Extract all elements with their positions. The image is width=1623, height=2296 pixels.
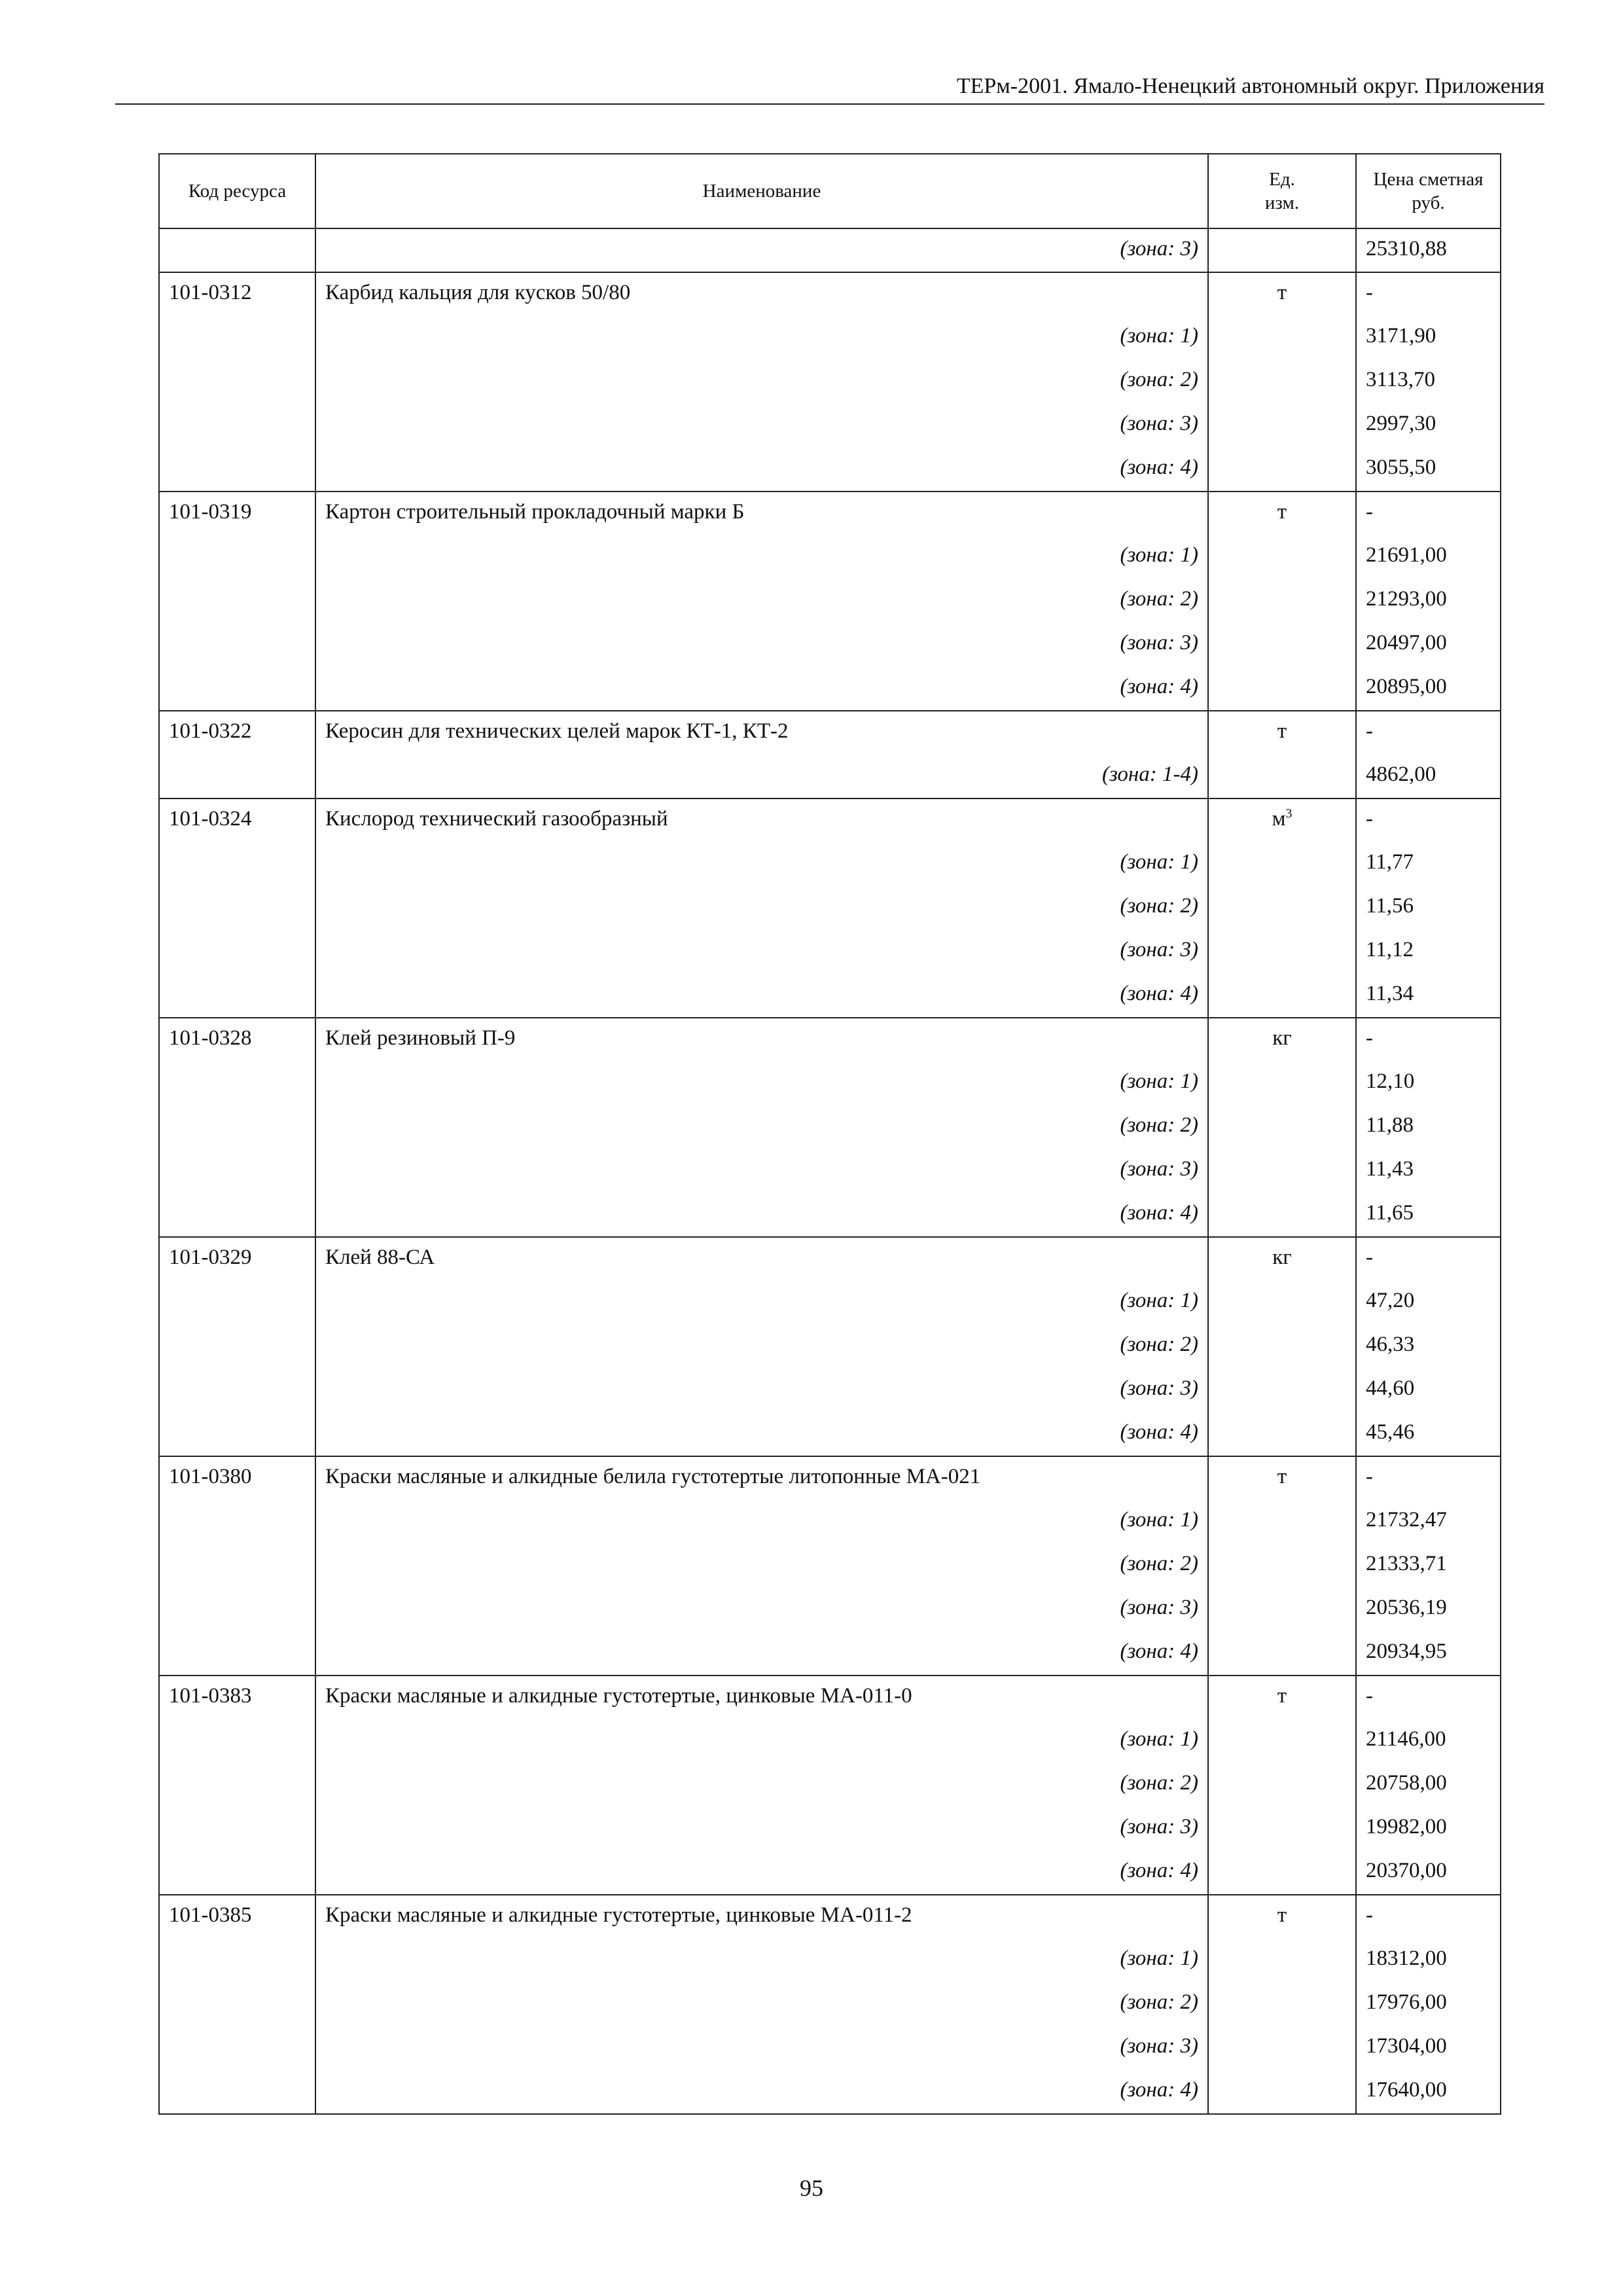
- zone-price: 11,77: [1356, 842, 1501, 886]
- zone-row: [159, 1500, 1501, 1544]
- table-body: [159, 228, 1501, 2114]
- zone-label: (зона: 1): [315, 842, 1208, 886]
- column-header-price-line1: Цена сметная: [1373, 169, 1484, 190]
- zone-label: (зона: 4): [315, 667, 1208, 711]
- unit-cell: [1208, 1149, 1356, 1193]
- unit-label: т: [1277, 719, 1287, 743]
- resource-unit: [1208, 492, 1356, 535]
- resource-row: [159, 798, 1501, 842]
- resource-code-cell: [159, 1062, 315, 1105]
- unit-cell: [1208, 1632, 1356, 1676]
- zone-label: (зона: 4): [315, 1412, 1208, 1456]
- zone-row: [159, 886, 1501, 930]
- resource-code-cell: [159, 667, 315, 711]
- resource-code-cell: [159, 1544, 315, 1588]
- resource-code-cell: [159, 1500, 315, 1544]
- unit-label: т: [1277, 1465, 1287, 1488]
- base-price: -: [1356, 798, 1501, 842]
- resource-code: 101-0329: [159, 1237, 315, 1281]
- resource-code-cell: [159, 535, 315, 579]
- zone-row: [159, 1281, 1501, 1325]
- unit-cell: [1208, 228, 1356, 272]
- resource-code-cell: [159, 1325, 315, 1369]
- resource-code-cell: [159, 1193, 315, 1237]
- resource-code: 101-0312: [159, 272, 315, 316]
- resource-code-cell: [159, 930, 315, 974]
- resource-unit: [1208, 1676, 1356, 1719]
- resource-unit: [1208, 798, 1356, 842]
- unit-cell: [1208, 667, 1356, 711]
- resource-code-cell: [159, 755, 315, 798]
- continued-zone-row: [159, 228, 1501, 272]
- zone-label: (зона: 2): [315, 1982, 1208, 2026]
- zone-label: (зона: 3): [315, 1369, 1208, 1412]
- resource-code-cell: [159, 1939, 315, 1982]
- base-price: -: [1356, 1676, 1501, 1719]
- zone-label: (зона: 3): [315, 623, 1208, 667]
- zone-row: [159, 842, 1501, 886]
- unit-label: т: [1277, 1684, 1287, 1708]
- zone-label: (зона: 1): [315, 1500, 1208, 1544]
- resource-name: Краски масляные и алкидные густотертые, цинковые МА-011-0: [315, 1676, 1208, 1719]
- column-header-name: Наименование: [315, 154, 1208, 228]
- zone-row: [159, 755, 1501, 798]
- resource-code-cell: [159, 842, 315, 886]
- zone-label: (зона: 4): [315, 974, 1208, 1018]
- table-header: [159, 154, 1501, 228]
- resource-code: 101-0324: [159, 798, 315, 842]
- unit-cell: [1208, 930, 1356, 974]
- resource-code-cell: [159, 1719, 315, 1763]
- zone-row: [159, 535, 1501, 579]
- zone-price: 21691,00: [1356, 535, 1501, 579]
- zone-label: (зона: 4): [315, 1632, 1208, 1676]
- zone-price: 45,46: [1356, 1412, 1501, 1456]
- unit-cell: [1208, 1763, 1356, 1807]
- resource-code: 101-0322: [159, 711, 315, 755]
- zone-row: [159, 930, 1501, 974]
- base-price: -: [1356, 1456, 1501, 1500]
- zone-price: 47,20: [1356, 1281, 1501, 1325]
- zone-row: [159, 1719, 1501, 1763]
- zone-price: 11,56: [1356, 886, 1501, 930]
- header-rule: [115, 103, 1544, 105]
- unit-cell: [1208, 316, 1356, 360]
- resource-name: Кислород технический газообразный: [315, 798, 1208, 842]
- zone-label: (зона: 1): [315, 1281, 1208, 1325]
- unit-label: м: [1272, 807, 1286, 831]
- column-header-unit-line1: Ед.: [1269, 169, 1295, 190]
- unit-cell: [1208, 1807, 1356, 1851]
- resource-code-cell: [159, 228, 315, 272]
- unit-cell: [1208, 404, 1356, 448]
- resource-code-cell: [159, 1763, 315, 1807]
- zone-price: 3113,70: [1356, 360, 1501, 404]
- column-header-unit: [1208, 154, 1356, 228]
- resource-code-cell: [159, 1149, 315, 1193]
- zone-row: [159, 316, 1501, 360]
- zone-price: 19982,00: [1356, 1807, 1501, 1851]
- unit-label: т: [1277, 500, 1287, 524]
- resource-code-cell: [159, 1281, 315, 1325]
- resource-row: [159, 1018, 1501, 1062]
- zone-label: (зона: 3): [315, 2026, 1208, 2070]
- zone-label: (зона: 1): [315, 1062, 1208, 1105]
- zone-row: [159, 579, 1501, 623]
- zone-label: (зона: 2): [315, 1325, 1208, 1369]
- page-number: 95: [800, 2175, 823, 2201]
- zone-label: (зона: 3): [315, 228, 1208, 272]
- resource-name: Краски масляные и алкидные густотертые, цинковые МА-011-2: [315, 1895, 1208, 1939]
- unit-cell: [1208, 1062, 1356, 1105]
- zone-row: [159, 1982, 1501, 2026]
- unit-cell: [1208, 579, 1356, 623]
- resource-code-cell: [159, 360, 315, 404]
- zone-row: [159, 1763, 1501, 1807]
- zone-price: 20497,00: [1356, 623, 1501, 667]
- resource-code-cell: [159, 1105, 315, 1149]
- resource-code-cell: [159, 579, 315, 623]
- resource-code-cell: [159, 1588, 315, 1632]
- zone-price: 3055,50: [1356, 448, 1501, 492]
- unit-label: кг: [1272, 1026, 1292, 1050]
- column-header-code: Код ресурса: [159, 154, 315, 228]
- running-header: ТЕРм-2001. Ямало-Ненецкий автономный округ. Приложения: [956, 74, 1544, 98]
- zone-price: 17304,00: [1356, 2026, 1501, 2070]
- unit-cell: [1208, 1193, 1356, 1237]
- zone-price: 21333,71: [1356, 1544, 1501, 1588]
- zone-label: (зона: 4): [315, 2070, 1208, 2114]
- zone-label: (зона: 2): [315, 886, 1208, 930]
- resource-code-cell: [159, 2026, 315, 2070]
- base-price: -: [1356, 1018, 1501, 1062]
- resource-name: Карбид кальция для кусков 50/80: [315, 272, 1208, 316]
- zone-label: (зона: 1-4): [315, 755, 1208, 798]
- resource-code-cell: [159, 1807, 315, 1851]
- zone-row: [159, 1412, 1501, 1456]
- resource-code: 101-0385: [159, 1895, 315, 1939]
- zone-price: 21293,00: [1356, 579, 1501, 623]
- zone-label: (зона: 1): [315, 535, 1208, 579]
- zone-label: (зона: 2): [315, 1105, 1208, 1149]
- resource-code-cell: [159, 1851, 315, 1895]
- column-header-price-line2: руб.: [1412, 192, 1445, 213]
- resource-code-cell: [159, 404, 315, 448]
- unit-label: т: [1277, 1903, 1287, 1927]
- zone-price: 21146,00: [1356, 1719, 1501, 1763]
- base-price: -: [1356, 711, 1501, 755]
- zone-row: [159, 448, 1501, 492]
- unit-cell: [1208, 2026, 1356, 2070]
- zone-row: [159, 1193, 1501, 1237]
- unit-cell: [1208, 1369, 1356, 1412]
- zone-price: 17640,00: [1356, 2070, 1501, 2114]
- zone-row: [159, 1632, 1501, 1676]
- unit-cell: [1208, 1719, 1356, 1763]
- resource-unit: [1208, 272, 1356, 316]
- zone-label: (зона: 4): [315, 448, 1208, 492]
- zone-price: 20758,00: [1356, 1763, 1501, 1807]
- base-price: -: [1356, 492, 1501, 535]
- zone-price: 20536,19: [1356, 1588, 1501, 1632]
- resource-code-cell: [159, 316, 315, 360]
- resource-code-cell: [159, 1369, 315, 1412]
- unit-cell: [1208, 623, 1356, 667]
- resource-name: Картон строительный прокладочный марки Б: [315, 492, 1208, 535]
- zone-price: 2997,30: [1356, 404, 1501, 448]
- resource-unit: [1208, 1018, 1356, 1062]
- zone-row: [159, 2070, 1501, 2114]
- zone-row: [159, 1544, 1501, 1588]
- resource-row: [159, 1676, 1501, 1719]
- unit-cell: [1208, 535, 1356, 579]
- resource-name: Краски масляные и алкидные белила густотертые литопонные МА-021: [315, 1456, 1208, 1500]
- zone-label: (зона: 2): [315, 1544, 1208, 1588]
- zone-price: 11,88: [1356, 1105, 1501, 1149]
- zone-row: [159, 360, 1501, 404]
- unit-label: т: [1277, 281, 1287, 304]
- zone-price: 11,65: [1356, 1193, 1501, 1237]
- unit-cell: [1208, 1325, 1356, 1369]
- zone-label: (зона: 1): [315, 1939, 1208, 1982]
- column-header-price: [1356, 154, 1501, 228]
- unit-cell: [1208, 360, 1356, 404]
- resource-code: 101-0380: [159, 1456, 315, 1500]
- resource-row: [159, 1456, 1501, 1500]
- zone-label: (зона: 3): [315, 1149, 1208, 1193]
- zone-price: 25310,88: [1356, 228, 1501, 272]
- unit-cell: [1208, 1982, 1356, 2026]
- zone-row: [159, 1807, 1501, 1851]
- zone-price: 20934,95: [1356, 1632, 1501, 1676]
- zone-label: (зона: 1): [315, 1719, 1208, 1763]
- resource-row: [159, 272, 1501, 316]
- unit-cell: [1208, 2070, 1356, 2114]
- zone-price: 17976,00: [1356, 1982, 1501, 2026]
- unit-cell: [1208, 886, 1356, 930]
- zone-price: 20370,00: [1356, 1851, 1501, 1895]
- resource-code-cell: [159, 1412, 315, 1456]
- unit-label: кг: [1272, 1246, 1292, 1269]
- zone-row: [159, 1325, 1501, 1369]
- resource-code: 101-0319: [159, 492, 315, 535]
- resource-code-cell: [159, 448, 315, 492]
- resource-name: Керосин для технических целей марок КТ-1, КТ-2: [315, 711, 1208, 755]
- base-price: -: [1356, 1237, 1501, 1281]
- unit-cell: [1208, 1412, 1356, 1456]
- resource-code-cell: [159, 623, 315, 667]
- zone-label: (зона: 3): [315, 404, 1208, 448]
- resource-code-cell: [159, 1982, 315, 2026]
- zone-row: [159, 1588, 1501, 1632]
- zone-price: 11,43: [1356, 1149, 1501, 1193]
- zone-price: 11,12: [1356, 930, 1501, 974]
- unit-cell: [1208, 755, 1356, 798]
- zone-label: (зона: 1): [315, 316, 1208, 360]
- zone-row: [159, 1939, 1501, 1982]
- resource-unit: [1208, 1456, 1356, 1500]
- zone-label: (зона: 4): [315, 1193, 1208, 1237]
- unit-cell: [1208, 1500, 1356, 1544]
- zone-row: [159, 623, 1501, 667]
- zone-row: [159, 404, 1501, 448]
- resource-code: 101-0328: [159, 1018, 315, 1062]
- resource-row: [159, 1895, 1501, 1939]
- zone-price: 4862,00: [1356, 755, 1501, 798]
- zone-row: [159, 1105, 1501, 1149]
- resource-code-cell: [159, 2070, 315, 2114]
- resource-row: [159, 1237, 1501, 1281]
- resource-name: Клей резиновый П-9: [315, 1018, 1208, 1062]
- zone-row: [159, 1149, 1501, 1193]
- unit-cell: [1208, 1544, 1356, 1588]
- unit-cell: [1208, 1281, 1356, 1325]
- zone-price: 46,33: [1356, 1325, 1501, 1369]
- zone-label: (зона: 2): [315, 360, 1208, 404]
- zone-price: 18312,00: [1356, 1939, 1501, 1982]
- zone-label: (зона: 4): [315, 1851, 1208, 1895]
- zone-label: (зона: 3): [315, 1807, 1208, 1851]
- resource-code-cell: [159, 886, 315, 930]
- resource-code-cell: [159, 1632, 315, 1676]
- zone-price: 12,10: [1356, 1062, 1501, 1105]
- unit-cell: [1208, 842, 1356, 886]
- base-price: -: [1356, 1895, 1501, 1939]
- unit-cell: [1208, 1939, 1356, 1982]
- price-table: [158, 153, 1501, 2115]
- zone-price: 11,34: [1356, 974, 1501, 1018]
- unit-cell: [1208, 1105, 1356, 1149]
- zone-price: 3171,90: [1356, 316, 1501, 360]
- resource-row: [159, 711, 1501, 755]
- zone-label: (зона: 3): [315, 1588, 1208, 1632]
- zone-row: [159, 1851, 1501, 1895]
- base-price: -: [1356, 272, 1501, 316]
- resource-name: Клей 88-СА: [315, 1237, 1208, 1281]
- zone-row: [159, 1062, 1501, 1105]
- zone-row: [159, 2026, 1501, 2070]
- zone-price: 21732,47: [1356, 1500, 1501, 1544]
- zone-price: 20895,00: [1356, 667, 1501, 711]
- zone-label: (зона: 2): [315, 1763, 1208, 1807]
- zone-row: [159, 974, 1501, 1018]
- resource-unit: [1208, 1237, 1356, 1281]
- unit-cell: [1208, 1851, 1356, 1895]
- unit-cell: [1208, 1588, 1356, 1632]
- resource-code: 101-0383: [159, 1676, 315, 1719]
- resource-unit: [1208, 1895, 1356, 1939]
- zone-label: (зона: 3): [315, 930, 1208, 974]
- resource-unit: [1208, 711, 1356, 755]
- resource-row: [159, 492, 1501, 535]
- zone-row: [159, 667, 1501, 711]
- unit-superscript: 3: [1285, 806, 1293, 821]
- column-header-unit-line2: изм.: [1264, 192, 1300, 213]
- resource-code-cell: [159, 974, 315, 1018]
- unit-cell: [1208, 974, 1356, 1018]
- zone-row: [159, 1369, 1501, 1412]
- zone-label: (зона: 2): [315, 579, 1208, 623]
- unit-cell: [1208, 448, 1356, 492]
- zone-price: 44,60: [1356, 1369, 1501, 1412]
